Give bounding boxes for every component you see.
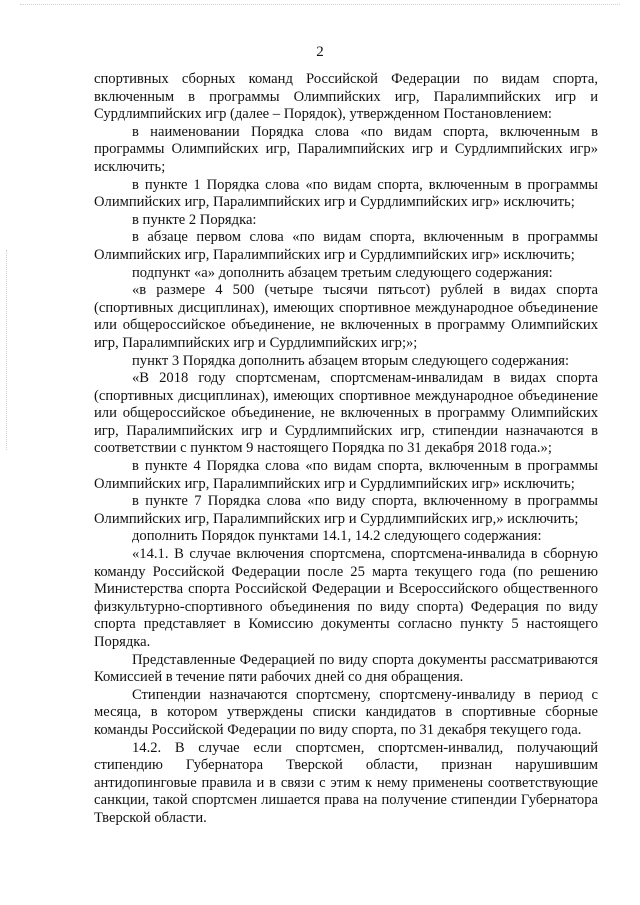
paragraph: в пункте 7 Порядка слова «по виду спорта, включенному в программы Олимпийских игр, Паралимпийских игр и Сурдлимпийских игр,» исключить; — [94, 493, 598, 527]
paragraph: дополнить Порядок пунктами 14.1, 14.2 следующего содержания: — [132, 528, 542, 545]
paragraph: 14.2. В случае если спортсмен, спортсмен-инвалид, получающий стипендию Губернатора Тверской области, признан нарушившим антидопинговые правила и в связи с этим к нему применены соответствующие санкции, такой спортсмен лишается права на получение стипендии Губернатора Тверской области. — [94, 739, 598, 826]
paragraph: в пункте 2 Порядка: — [132, 211, 257, 228]
paragraph: в абзаце первом слова «по видам спорта, включенным в программы Олимпийских игр, Паралимпийских игр и Сурдлимпийских игр» исключить; — [94, 229, 598, 263]
paragraph: пункт 3 Порядка дополнить абзацем вторым следующего содержания: — [132, 352, 570, 369]
paragraph: Стипендии назначаются спортсмену, спортсмену-инвалиду в период с месяца, в котором утверждены списки кандидатов в спортивные сборные команды Российской Федерации по виду спорта, по 31 декабря текущего года. — [94, 686, 598, 738]
scan-artifact-margin — [6, 250, 8, 450]
page-number: 2 — [316, 44, 324, 60]
paragraph: в наименовании Порядка слова «по видам спорта, включенным в программы Олимпийских игр, Паралимпийских игр и Сурдлимпийских игр» исключить; — [94, 123, 598, 175]
paragraph: «14.1. В случае включения спортсмена, спортсмена-инвалида в сборную команду Российской Федерации после 25 марта текущего года (по решению Министерства спорта Российской Федерации и Всероссийского общественного физкультурно-спортивного объединения по виду спорта) Федерация по виду спорта представляет в Комиссию документы согласно пункту 5 настоящего Порядка. — [94, 546, 598, 650]
document-body — [94, 71, 598, 828]
paragraph: подпункт «а» дополнить абзацем третьим следующего содержания: — [132, 264, 553, 281]
paragraph: в пункте 4 Порядка слова «по видам спорта, включенным в программы Олимпийских игр, Паралимпийских игр и Сурдлимпийских игр» исключить; — [94, 458, 598, 492]
paragraph: спортивных сборных команд Российской Федерации по видам спорта, включенным в программы Олимпийских игр, Паралимпийских игр и Сурдлимпийских игр (далее – Порядок), утвержденном Постановлением: — [94, 71, 598, 123]
paragraph: «В 2018 году спортсменам, спортсменам-инвалидам в видах спорта (спортивных дисциплинах), имеющих спортивное международное объединение или общероссийское объединение, не включенных в программу Олимпийских игр, Паралимпийских игр и Сурдлимпийских игр, стипендии назначаются в соответствии с пунктом 9 настоящего Порядка по 31 декабря 2018 года.»; — [94, 370, 598, 457]
scan-artifact-top — [20, 4, 620, 6]
paragraph: в пункте 1 Порядка слова «по видам спорта, включенным в программы Олимпийских игр, Паралимпийских игр и Сурдлимпийских игр» исключить; — [94, 176, 598, 211]
paragraph: «в размере 4 500 (четыре тысячи пятьсот) рублей в видах спорта (спортивных дисциплинах), имеющих спортивное международное объединение или общероссийское объединение, не включенных в программу Олимпийских игр, Паралимпийских игр и Сурдлимпийских игр;»; — [94, 282, 598, 351]
paragraph: Представленные Федерацией по виду спорта документы рассматриваются Комиссией в течение пяти рабочих дней со дня обращения. — [94, 651, 598, 686]
